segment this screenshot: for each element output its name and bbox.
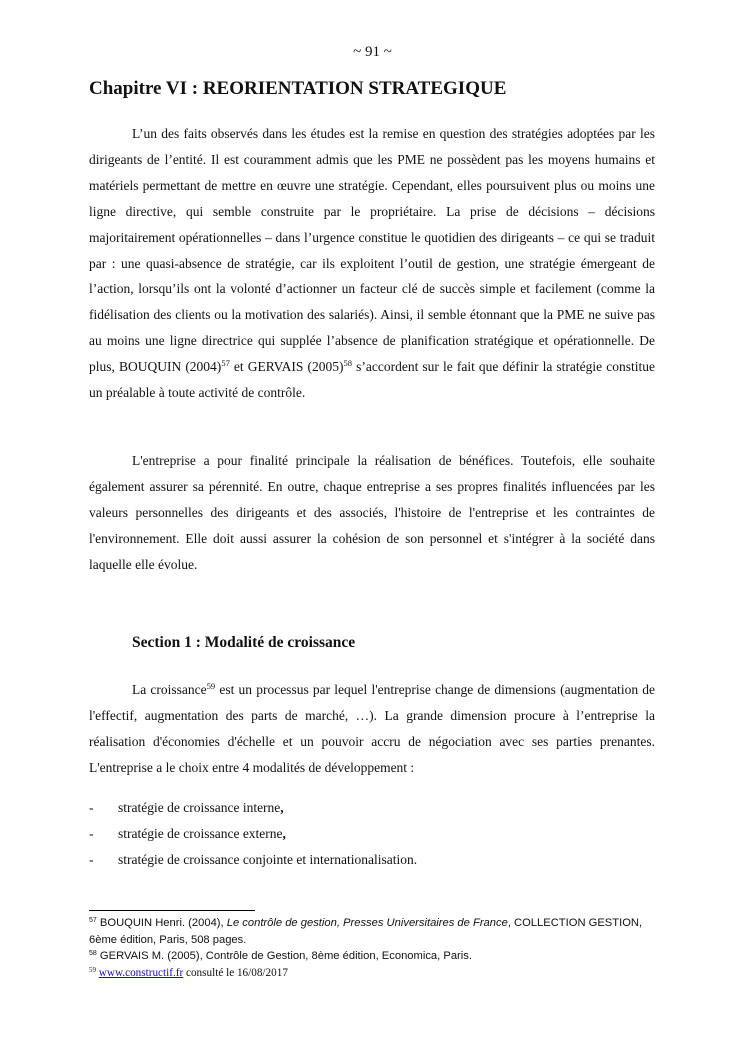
section-title: Section 1 : Modalité de croissance xyxy=(132,634,356,651)
list-dash: - xyxy=(89,851,94,867)
page-number: ~ 91 ~ xyxy=(353,44,392,60)
list-item-text: stratégie de croissance conjointe et internationalisation. xyxy=(118,851,418,867)
paragraph-text: est un processus par lequel l'entreprise change de dimensions (augmentation de l'effectif, augmentation des parts de marché, …). La grande dimension procure à l’entreprise la réalisation d'économies d'échelle et un pouvoir accru de négociation avec ses parties prenantes. L'entreprise a le choix entre 4 modalités de développement : xyxy=(89,682,655,775)
footnote-details: , COLLECTION GESTION, 6ème édition, Paris, 508 pages. xyxy=(89,917,643,946)
footnote-link[interactable]: www.constructif.fr xyxy=(98,966,184,979)
paragraph-text: La croissance xyxy=(132,682,207,697)
paragraph-text: et GERVAIS (2005) xyxy=(229,359,344,375)
list-item-suffix: , xyxy=(282,825,286,841)
list-item xyxy=(89,795,655,821)
chapter-title: Chapitre VI : REORIENTATION STRATEGIQUE xyxy=(89,78,507,99)
list-dash: - xyxy=(89,825,94,841)
footnote-text: GERVAIS M. (2005), Contrôle de Gestion, 8ème édition, Economica, Paris. xyxy=(96,950,472,962)
list-dash: - xyxy=(89,800,94,815)
footnote-book-title: Le contrôle de gestion, Presses Universitaires de France xyxy=(226,917,508,929)
footnotes xyxy=(89,915,649,981)
footnote-number: 59 xyxy=(89,965,96,974)
strategy-list xyxy=(89,795,655,873)
footnote-author: BOUQUIN Henri. (2004), xyxy=(96,917,227,929)
list-item-text: stratégie de croissance interne xyxy=(118,800,281,815)
footnote-ref-59[interactable]: 59 xyxy=(206,681,216,691)
footnote-number: 57 xyxy=(89,917,97,924)
paragraph-finality: L'entreprise a pour finalité principale la réalisation de bénéfices. Toutefois, elle souhaite également assurer sa pérennité. En outre, chaque entreprise a ses propres finalités influencées par les valeurs personnelles des dirigeants et des associés, l'histoire de l'entreprise et les contraintes de l'environnement. Elle doit aussi assurer la cohésion de son personnel et s'intégrer à la société dans laquelle elle évolue. xyxy=(89,453,655,572)
footnote-text: consulté le 16/08/2017 xyxy=(183,966,288,979)
footnote-58 xyxy=(89,948,649,965)
footnote-ref-58[interactable]: 58 xyxy=(343,358,353,369)
list-item xyxy=(89,847,655,873)
footnote-59 xyxy=(89,965,649,982)
list-item-text: stratégie de croissance externe xyxy=(118,825,283,841)
footnote-ref-57[interactable]: 57 xyxy=(221,358,230,369)
list-item-suffix: , xyxy=(280,800,284,815)
footnote-number: 58 xyxy=(89,950,97,957)
paragraph-text: s’accordent sur le fait que définir la stratégie constitue un préalable à toute activité de contrôle. xyxy=(89,359,655,401)
paragraph-strategy xyxy=(89,121,655,406)
paragraph-growth xyxy=(89,677,655,781)
footnote-divider xyxy=(89,910,255,911)
paragraph-text: L’un des faits observés dans les études est la remise en question des stratégies adoptées par les dirigeants de l’entité. Il est couramment admis que les PME ne possèdent pas les moyens humains et matériels permettant de mettre en œuvre une stratégie. Cependant, elles poursuivent plus ou moins une ligne directive, qui semble construite par le propriétaire. La prise de décisions – décisions majoritairement opérationnelles – dans l’urgence constitue le quotidien des dirigeants – ce qui se traduit par : une quasi-absence de stratégie, car ils exploitent l’outil de gestion, une stratégie émergeant de l’action, lorsqu’ils ont la volonté d’actionner un facteur clé de succès simple et facilement (comme la fidélisation des clients ou la motivation des salariés). Ainsi, il semble étonnant que la PME ne suive pas au moins une ligne directrice qui supplée l’absence de planification stratégique et opérationnelle. De plus, BOUQUIN (2004) xyxy=(89,126,655,375)
list-item xyxy=(89,821,655,847)
footnote-57 xyxy=(89,915,649,948)
